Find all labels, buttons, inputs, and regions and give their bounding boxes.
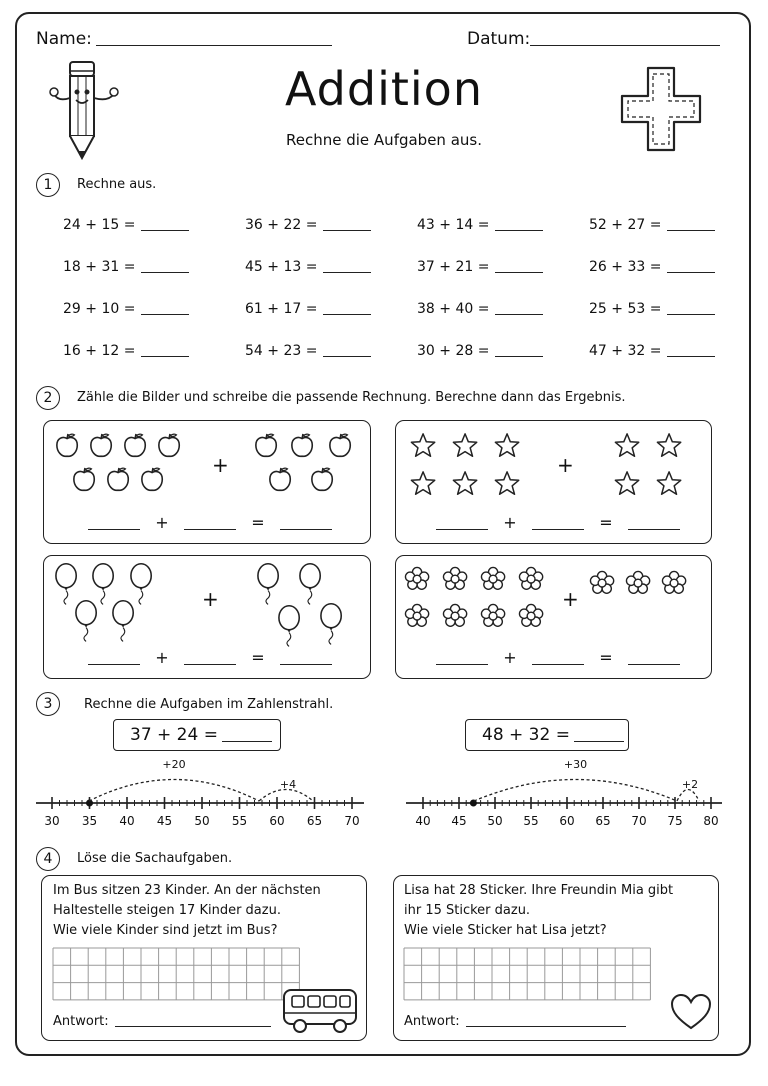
jump-label: +4 xyxy=(279,778,297,791)
number-line-tick-label: 80 xyxy=(703,814,719,828)
exercise-text: 45 + 13 = xyxy=(245,259,318,275)
exercise-text: 43 + 14 = xyxy=(417,217,490,233)
flowers-plus-sign: + xyxy=(562,587,579,611)
plus-sign: + xyxy=(155,648,169,667)
date-label: Datum: xyxy=(467,29,531,49)
jump-label: +2 xyxy=(681,778,699,791)
answer-blank[interactable] xyxy=(466,1026,626,1027)
exercise-text: 36 + 22 = xyxy=(245,217,318,233)
exercise-text: 30 + 28 = xyxy=(417,343,490,359)
equals-sign: = xyxy=(599,648,613,667)
number-line-tick-label: 40 xyxy=(119,814,135,828)
exercise-text: 38 + 40 = xyxy=(417,301,490,317)
number-line-tick-label: 50 xyxy=(194,814,210,828)
section-4-number: 4 xyxy=(36,847,60,871)
section-2-title: Zähle die Bilder und schreibe die passende Rechnung. Berechne dann das Ergebnis. xyxy=(77,390,626,405)
section-3-number: 3 xyxy=(36,692,60,716)
plus-sign: + xyxy=(503,648,517,667)
number-line-tick-label: 75 xyxy=(667,814,683,828)
answer-line-2 xyxy=(404,1014,626,1029)
text-line: Haltestelle steigen 17 Kinder dazu. xyxy=(53,903,281,918)
jump-label: +20 xyxy=(162,758,186,771)
name-label: Name: xyxy=(36,29,92,49)
exercise-text: 16 + 12 = xyxy=(63,343,136,359)
number-line-tick-label: 70 xyxy=(631,814,647,828)
equals-sign: = xyxy=(251,513,265,532)
plus-sign: + xyxy=(155,513,169,532)
exercise-text: 37 + 21 = xyxy=(417,259,490,275)
section-1-title: Rechne aus. xyxy=(77,177,157,192)
section-4-title: Löse die Sachaufgaben. xyxy=(77,851,233,866)
text-line: ihr 15 Sticker dazu. xyxy=(404,903,531,918)
apples-plus-sign: + xyxy=(212,453,229,477)
number-line-tick-label: 70 xyxy=(344,814,360,828)
stars-plus-sign: + xyxy=(557,453,574,477)
task-text: 48 + 32 = xyxy=(482,725,570,745)
exercise-text: 25 + 53 = xyxy=(589,301,662,317)
text-line: Im Bus sitzen 23 Kinder. An der nächsten xyxy=(53,883,321,898)
exercise-text: 18 + 31 = xyxy=(63,259,136,275)
balloons-plus-sign: + xyxy=(202,587,219,611)
section-3-title: Rechne die Aufgaben im Zahlenstrahl. xyxy=(84,697,334,712)
text-line: Lisa hat 28 Sticker. Ihre Freundin Mia gibt xyxy=(404,883,674,898)
number-line-tick-label: 50 xyxy=(487,814,503,828)
jump-label: +30 xyxy=(563,758,588,771)
text-line: Wie viele Sticker hat Lisa jetzt? xyxy=(404,923,607,938)
exercise-text: 52 + 27 = xyxy=(589,217,662,233)
plus-sign: + xyxy=(503,513,517,532)
number-line-tick-label: 55 xyxy=(231,814,248,828)
exercise-text: 26 + 33 = xyxy=(589,259,662,275)
number-line-tick-label: 30 xyxy=(44,814,60,828)
exercise-text: 24 + 15 = xyxy=(63,217,136,233)
number-line-tick-label: 65 xyxy=(306,814,323,828)
answer-label: Antwort: xyxy=(53,1014,109,1029)
task-text: 37 + 24 = xyxy=(130,725,218,745)
number-line-tick-label: 60 xyxy=(559,814,575,828)
page-title: Addition xyxy=(285,62,483,116)
number-line-tick-label: 40 xyxy=(415,814,431,828)
equals-sign: = xyxy=(251,648,265,667)
equals-sign: = xyxy=(599,513,613,532)
section-1-number: 1 xyxy=(36,173,60,197)
number-line-tick-label: 60 xyxy=(269,814,285,828)
exercise-text: 47 + 32 = xyxy=(589,343,662,359)
page-subtitle: Rechne die Aufgaben aus. xyxy=(286,131,482,149)
heart-icon xyxy=(670,993,712,1031)
exercise-text: 29 + 10 = xyxy=(63,301,136,317)
number-line-tick-label: 45 xyxy=(451,814,467,828)
number-line-tick-label: 35 xyxy=(81,814,98,828)
section-2-number: 2 xyxy=(36,386,60,410)
answer-label: Antwort: xyxy=(404,1014,460,1029)
number-line-tick-label: 65 xyxy=(595,814,611,828)
exercise-text: 61 + 17 = xyxy=(245,301,318,317)
bus-icon xyxy=(280,986,360,1036)
answer-blank[interactable] xyxy=(115,1026,271,1027)
exercise-text: 54 + 23 = xyxy=(245,343,318,359)
number-line-tick-label: 55 xyxy=(523,814,539,828)
answer-line-1 xyxy=(53,1014,271,1029)
text-line: Wie viele Kinder sind jetzt im Bus? xyxy=(53,923,278,938)
number-line-tick-label: 45 xyxy=(156,814,173,828)
